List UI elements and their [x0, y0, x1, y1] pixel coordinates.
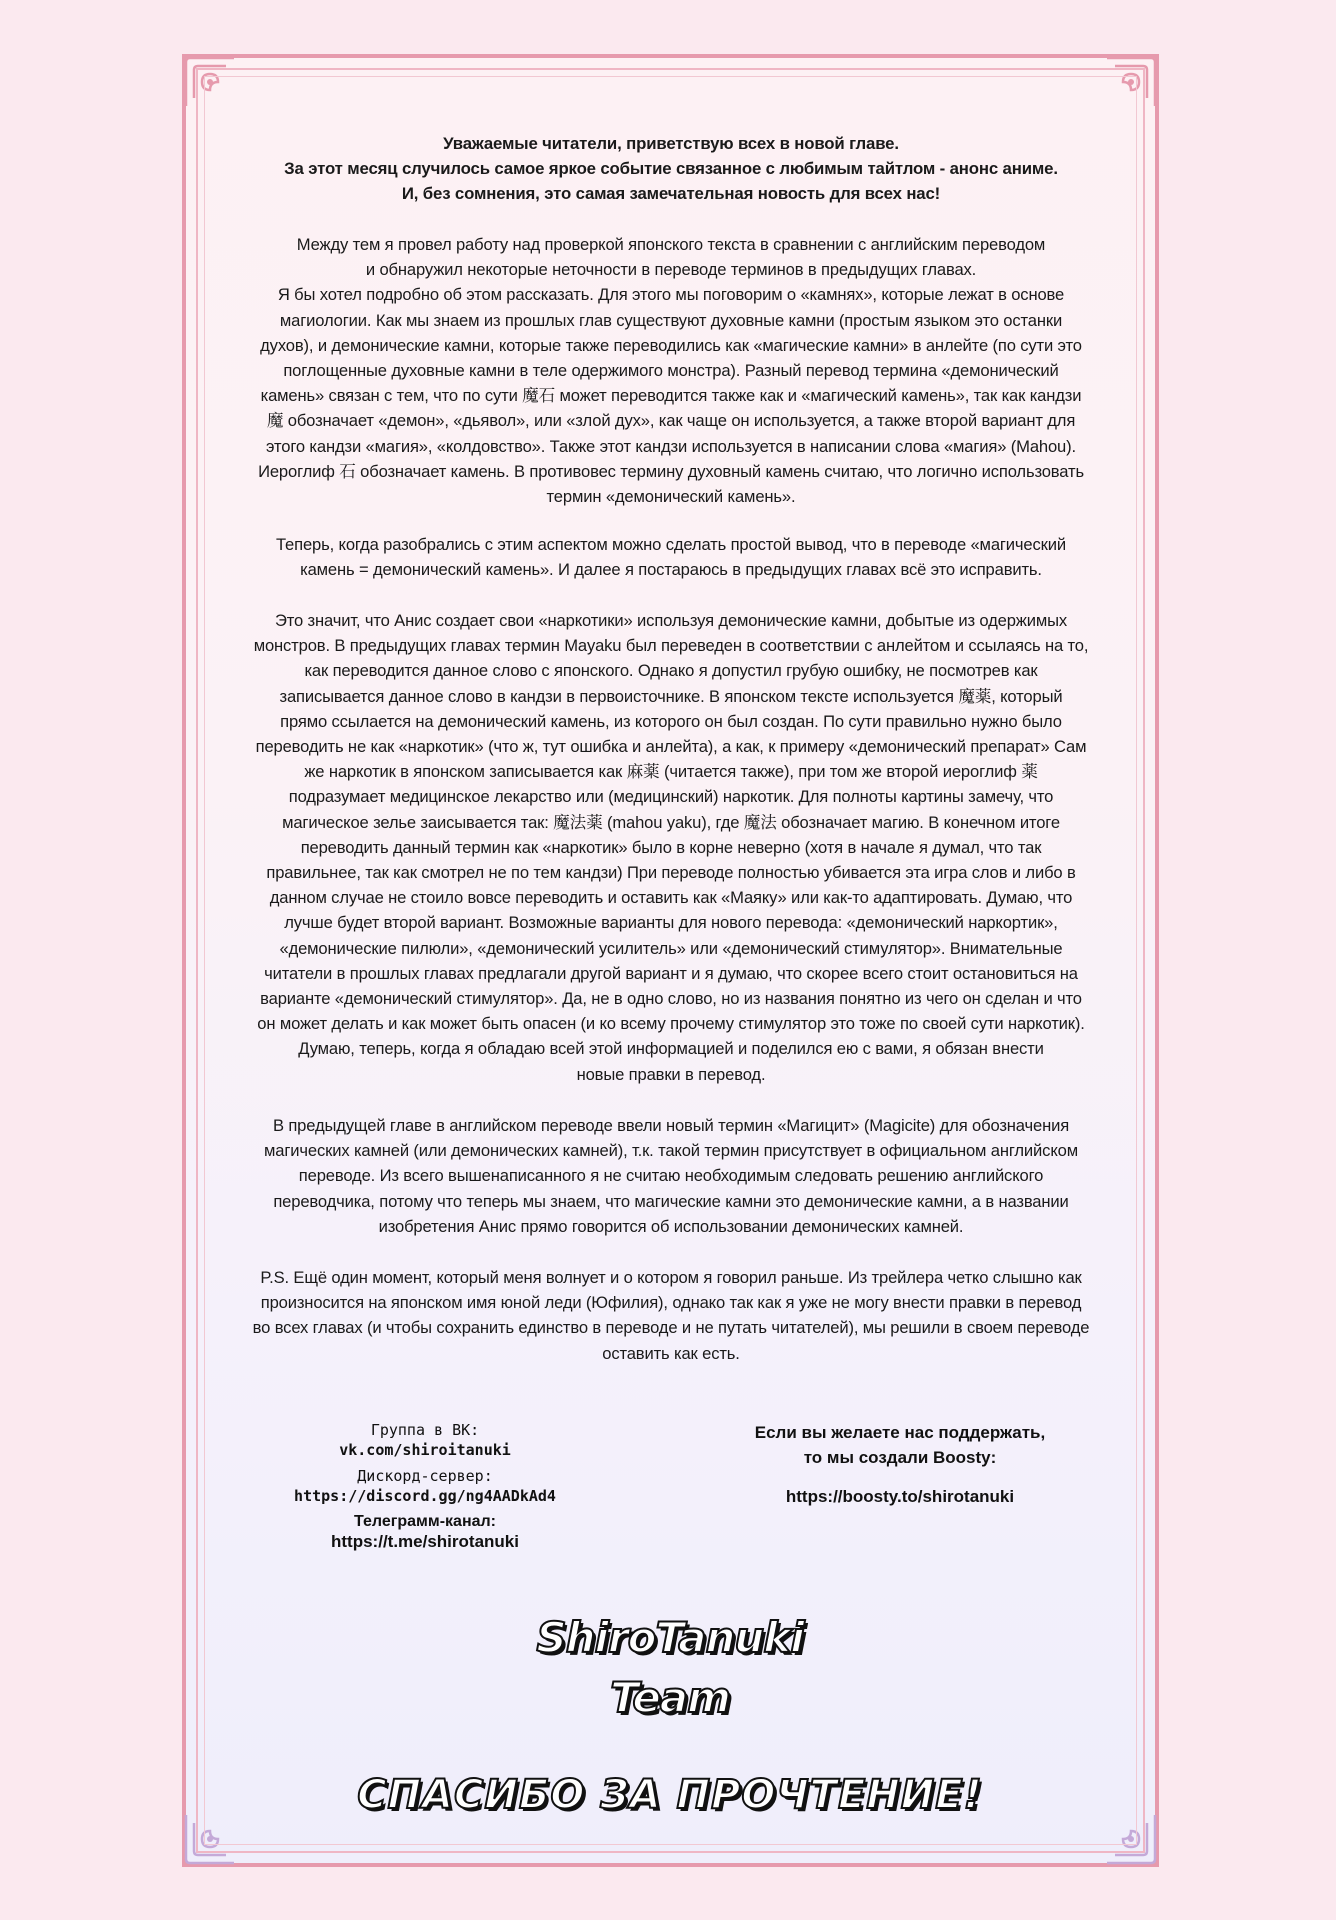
- team-logo: [400, 1608, 940, 1728]
- text-line: переводчика, потому что теперь мы знаем, что магические камни это демонические камни, а в названии: [273, 1191, 1069, 1211]
- text-line: Иероглиф 石 обозначает камень. В противовес термину духовный камень считаю, что логично использовать: [258, 461, 1084, 481]
- text-line: этого кандзи «магия», «колдовство». Также этот кандзи используется в написании слова «магия» (Mahou).: [266, 436, 1076, 456]
- telegram-label: Телеграмм-канал:: [353, 1513, 497, 1530]
- text-line: «демонические пилюли», «демонический усилитель» или «демонический стимулятор». Внимательные: [279, 938, 1063, 958]
- support-line: то мы создали Boosty:: [803, 1448, 997, 1467]
- boosty-link[interactable]: https://boosty.to/shirotanuki: [785, 1487, 1015, 1506]
- paragraph-ps: [236, 1265, 1106, 1366]
- support-line: Если вы желаете нас поддержать,: [754, 1423, 1046, 1442]
- text-line: В предыдущей главе в английском переводе ввели новый термин «Магицит» (Magicite) для обозначения: [272, 1116, 1070, 1135]
- text-line: монстров. В предыдущих главах термин Mayaku был переведен в соответствии с анлейтом и ссылаясь на то,: [253, 636, 1089, 656]
- text-line: переводить не как «наркотик» (что ж, тут ошибка и анлейта), а как, к примеру «демонический препарат» Сам: [255, 737, 1087, 757]
- greeting-line: И, без сомнения, это самая замечательная новость для всех нас!: [401, 184, 941, 204]
- discord-label: Дискорд-сервер:: [357, 1467, 493, 1485]
- text-line: во всех главах (и чтобы сохранить единство в переводе и не путать читателей), мы решили в своем переводе: [252, 1318, 1090, 1338]
- text-line: новые правки в перевод.: [576, 1064, 766, 1084]
- text-line: же наркотик в японском записывается как 麻薬 (читается также), при том же второй иероглиф 薬: [304, 762, 1038, 782]
- text-line: правильнее, так как смотрел не по тем кандзи) При переводе полностью убивается эта игра слов и либо в: [266, 863, 1076, 883]
- text-line: записывается данное слово в кандзи в первоисточнике. В японском тексте используется 魔薬, который: [279, 686, 1063, 706]
- vk-link[interactable]: vk.com/shiroitanuki: [339, 1441, 511, 1459]
- text-line: магиологии. Как мы знаем из прошлых глав существуют духовные камни (простым языком это останки: [279, 310, 1063, 330]
- text-line: оставить как есть.: [602, 1343, 740, 1363]
- text-line: поглощенные духовные камни в теле одержимого монстра). Разный перевод термина «демонический: [283, 361, 1059, 381]
- community-links: [250, 1420, 600, 1558]
- paragraph-mayaku: [236, 608, 1106, 1087]
- text-line: он может делать и как может быть опасен (и ко всему прочему стимулятор это тоже по своей сути наркотик).: [257, 1014, 1085, 1034]
- vk-label: Группа в ВК:: [370, 1421, 480, 1439]
- text-line: магических камней (или демонических камней), т.к. такой термин присутствует в официальном английском: [264, 1141, 1078, 1161]
- text-line: камень» связан с тем, что по сути 魔石 может переводится также как и «магический камень», так как кандзи: [260, 386, 1082, 406]
- team-name: ShiroTanuki: [536, 1613, 804, 1662]
- text-line: Это значит, что Анис создает свои «наркотики» используя демонические камни, добытые из одержимых: [274, 611, 1068, 630]
- text-line: магическое зелье заисывается так: 魔法薬 (mahou yaku), где 魔法 обозначает магию. В конечном итоге: [282, 812, 1060, 832]
- ornament-corner-icon: [180, 1809, 240, 1869]
- text-line: Теперь, когда разобрались с этим аспектом можно сделать простой вывод, что в переводе «магический: [275, 535, 1066, 554]
- ornament-corner-icon: [1101, 1809, 1161, 1869]
- ornament-corner-icon: [1101, 52, 1161, 112]
- text-line: произносится на японском имя юной леди (Юфилия), однако так как я уже не могу внести правки в перевод: [260, 1293, 1082, 1313]
- text-line: изобретения Анис прямо говорится об использовании демонических камней.: [378, 1216, 964, 1236]
- greeting-line: Уважаемые читатели, приветствую всех в новой главе.: [443, 134, 899, 153]
- text-line: как переводится данное слово с японского. Однако я допустил грубую ошибку, не посмотрев как: [304, 661, 1038, 681]
- support-block: [700, 1420, 1100, 1509]
- paragraph-kanji-stones: [236, 232, 1106, 509]
- text-line: прямо ссылается на демонический камень, из которого он был создан. По сути правильно нужно было: [280, 711, 1062, 731]
- paragraph-conclusion: [236, 532, 1106, 582]
- text-line: переводе. Из всего вышенаписанного я не считаю необходимым следовать решению английского: [298, 1166, 1044, 1186]
- text-line: подразумает медицинское лекарство или (медицинский) наркотик. Для полноты картины замечу, что: [288, 787, 1054, 807]
- paragraph-magicite: [236, 1113, 1106, 1239]
- ornament-corner-icon: [180, 52, 240, 112]
- thanks-banner: СПАСИБО ЗА ПРОЧТЕНИЕ!: [357, 1772, 983, 1818]
- text-line: Между тем я провел работу над проверкой японского текста в сравнении с английским переводом: [296, 235, 1046, 254]
- text-line: переводить данный термин как «наркотик» было в корне неверно (хотя в начале я думал, что так: [300, 837, 1042, 857]
- greeting-line: За этот месяц случилось самое яркое событие связанное с любимым тайтлом - анонс аниме.: [284, 159, 1058, 179]
- text-line: термин «демонический камень».: [546, 487, 796, 507]
- text-line: варианте «демонический стимулятор». Да, не в одно слово, но из названия понятно из чего он сделан и что: [260, 989, 1082, 1009]
- text-line: Думаю, теперь, когда я обладаю всей этой информацией и поделился ею с вами, я обязан внести: [298, 1039, 1044, 1059]
- text-line: Я бы хотел подробно об этом рассказать. Для этого мы поговорим о «камнях», которые лежат в основе: [277, 285, 1065, 305]
- text-line: 魔 обозначает «демон», «дьявол», или «злой дух», как чаще он используется, а также второй вариант для: [266, 411, 1076, 431]
- text-line: духов), и демонические камни, которые также переводились как «магические камни» в анлейте (по сути это: [260, 335, 1082, 355]
- text-line: P.S. Ещё один момент, который меня волнует и о котором я говорил раньше. Из трейлера четко слышно как: [260, 1268, 1082, 1287]
- telegram-link[interactable]: https://t.me/shirotanuki: [331, 1532, 519, 1551]
- team-word: Team: [610, 1673, 730, 1722]
- greeting-block: [236, 131, 1106, 207]
- text-line: лучше будет второй вариант. Возможные варианты для нового перевода: «демонический наркортик»,: [284, 913, 1058, 933]
- text-line: и обнаружил некоторые неточности в переводе терминов в предыдущих главах.: [365, 260, 977, 280]
- text-line: данном случае не стоило вовсе переводить и оставить как «Маяку» или как-то адаптировать. Думаю, что: [269, 888, 1073, 908]
- text-line: камень = демонический камень». И далее я постараюсь в предыдущих главах всё это исправить.: [300, 560, 1042, 580]
- text-line: читатели в прошлых главах предлагали другой вариант и я думаю, что скорее всего стоит остановиться на: [264, 963, 1078, 983]
- discord-link[interactable]: https://discord.gg/ng4AADkAd4: [294, 1487, 556, 1505]
